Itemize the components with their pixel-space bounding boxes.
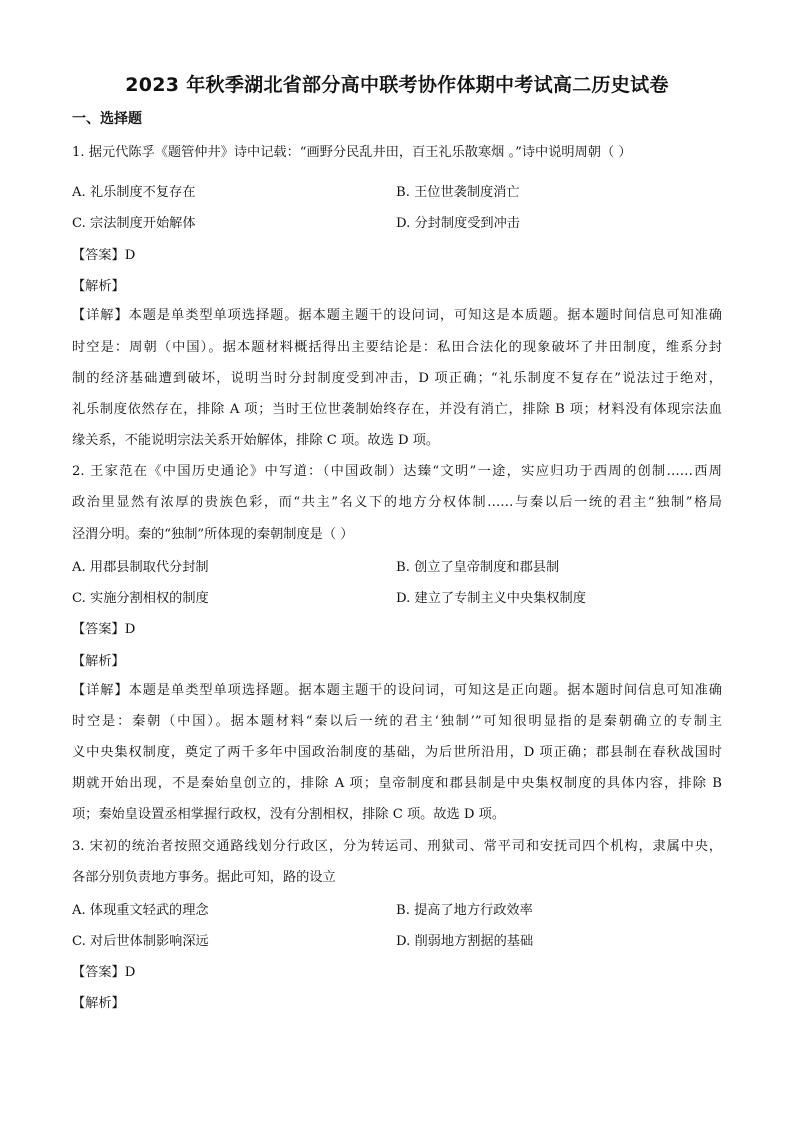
q2-detail-line: 【详解】本题是单类型单项选择题。据本题主题干的设问词，可知这是正向题。据本题时间信息可知准确 xyxy=(72,683,722,698)
page-title: 2023 年秋季湖北省部分高中联考协作体期中考试高二历史试卷 xyxy=(125,74,669,96)
q2-option-d: D. 建立了专制主义中央集权制度 xyxy=(396,591,586,606)
q1-option-c: C. 宗法制度开始解体 xyxy=(72,216,196,231)
q1-detail-line: 【详解】本题是单类型单项选择题。据本题主题干的设问词，可知这是本质题。据本题时间信息可知准确 xyxy=(72,308,722,323)
q1-option-a: A. 礼乐制度不复存在 xyxy=(72,185,196,200)
q2-option-a: A. 用郡县制取代分封制 xyxy=(72,560,209,575)
q1-detail-line: 缘关系，不能说明宗法关系开始解体，排除 C 项。故选 D 项。 xyxy=(72,433,440,448)
q3-option-b: B. 提高了地方行政效率 xyxy=(396,903,533,918)
q3-answer: 【答案】D xyxy=(72,965,136,980)
question-3-stem: 3. 宋初的统治者按照交通路线划分行政区，分为转运司、刑狱司、常平司和安抚司四个机构，隶属中央， xyxy=(72,839,722,854)
q1-detail-line: 制的经济基础遭到破坏，说明当时分封制度受到冲击，D 项正确；“礼乐制度不复存在”说法过于绝对， xyxy=(72,371,722,386)
q2-answer: 【答案】D xyxy=(72,622,136,637)
section-heading: 一、选择题 xyxy=(72,111,142,127)
q2-option-b: B. 创立了皇帝制度和郡县制 xyxy=(396,560,560,575)
q2-analysis-label: 【解析】 xyxy=(72,654,125,669)
question-1-stem: 1. 据元代陈孚《题管仲井》诗中记载：“画野分民乱井田，百王礼乐散寒烟 。”诗中说明周朝（ ） xyxy=(72,145,632,160)
q3-option-c: C. 对后世体制影响深远 xyxy=(72,934,209,949)
q1-analysis-label: 【解析】 xyxy=(72,279,125,294)
q2-detail-line: 期就开始出现，不是秦始皇创立的，排除 A 项；皇帝制度和郡县制是中央集权制度的具体内容，排除 B xyxy=(72,776,722,791)
question-3-stem: 各部分别负责地方事务。据此可知，路的设立 xyxy=(72,870,336,885)
q3-option-d: D. 削弱地方割据的基础 xyxy=(396,934,534,949)
q1-detail-line: 礼乐制度依然存在，排除 A 项；当时王位世袭制始终存在，并没有消亡，排除 B 项；材料没有体现宗法血 xyxy=(72,402,722,417)
q2-detail-line: 时空是：秦朝（中国）。据本题材料“秦以后一统的君主‘独制’”可知很明显指的是秦朝确立的专制主 xyxy=(72,714,722,729)
question-2-stem: 泾渭分明。秦的“独制”所体现的秦朝制度是（ ） xyxy=(72,527,354,542)
q1-detail-line: 时空是：周朝（中国）。据本题材料概括得出主要结论是：私田合法化的现象破坏了井田制度，维系分封 xyxy=(72,340,722,355)
q3-option-a: A. 体现重文轻武的理念 xyxy=(72,903,209,918)
q1-option-d: D. 分封制度受到冲击 xyxy=(396,216,520,231)
q3-analysis-label: 【解析】 xyxy=(72,996,125,1011)
q2-detail-line: 项；秦始皇设置丞相掌握行政权，没有分割相权，排除 C 项。故选 D 项。 xyxy=(72,807,506,822)
q2-detail-line: 义中央集权制度，奠定了两千多年中国政治制度的基础，为后世所沿用，D 项正确；郡县制在春秋战国时 xyxy=(72,745,722,760)
q1-option-b: B. 王位世袭制度消亡 xyxy=(396,185,520,200)
q1-answer: 【答案】D xyxy=(72,248,136,263)
question-2-stem: 政治里显然有浓厚的贵族色彩，而“共主”名义下的地方分权体制……与秦以后一统的君主“独制”格局 xyxy=(72,495,722,510)
q2-option-c: C. 实施分割相权的制度 xyxy=(72,591,209,606)
question-2-stem: 2. 王家范在《中国历史通论》中写道：（中国政制）达臻“文明”一途，实应归功于西周的创制……西周 xyxy=(72,464,722,479)
